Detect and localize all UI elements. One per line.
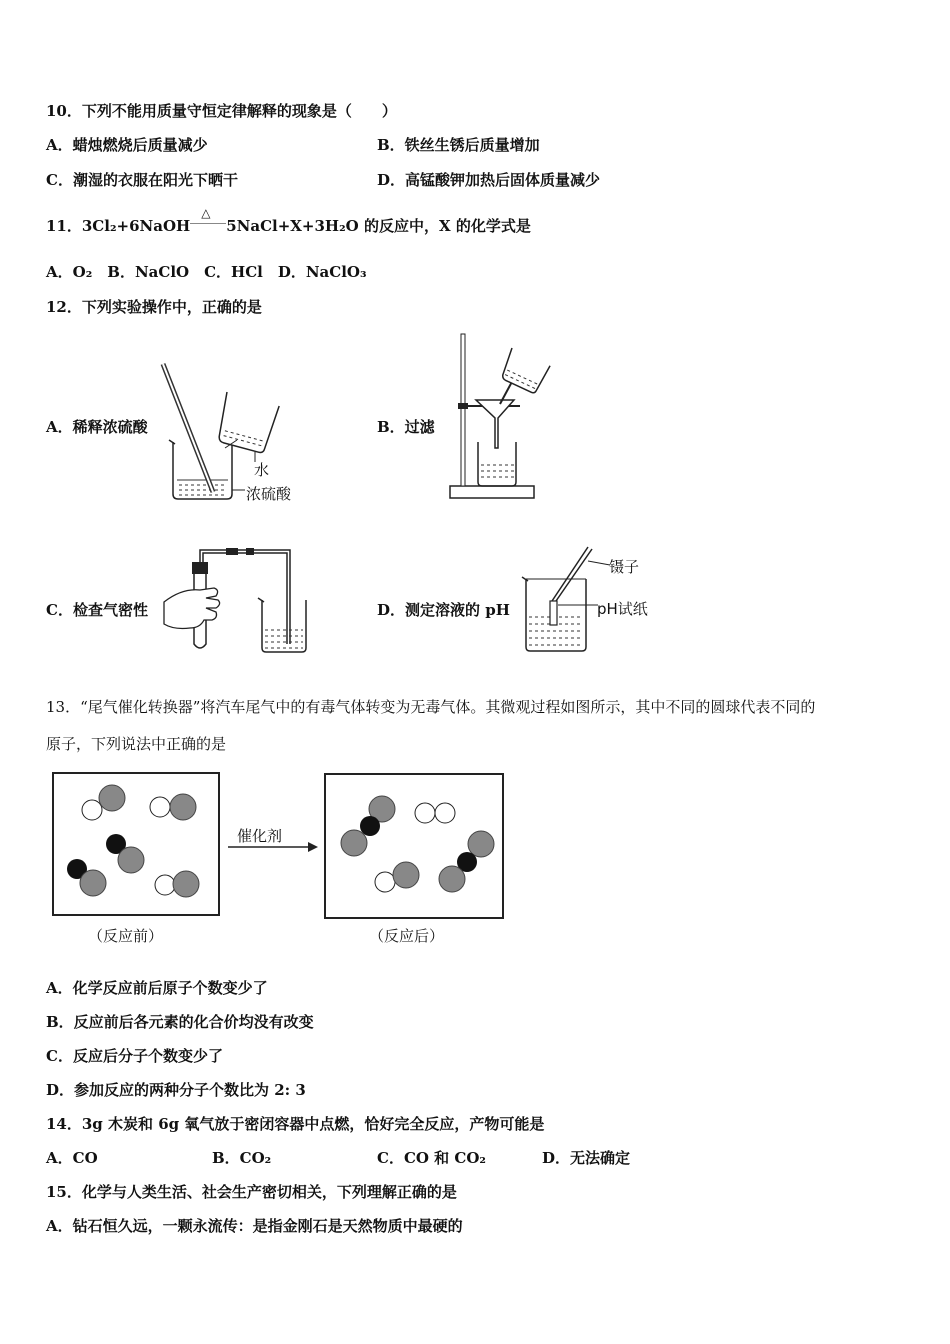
q11-lhs: 3Cl₂+6NaOH xyxy=(81,217,191,235)
filtration-figure xyxy=(448,330,568,502)
q12-option-b: B．过滤 xyxy=(377,418,435,436)
after-caption: （反应后） xyxy=(369,927,445,945)
airtightness-figure xyxy=(160,540,310,656)
dilution-figure xyxy=(155,362,315,502)
q13-option-a: A．化学反应前后原子个数变少了 xyxy=(46,979,268,997)
q10-option-a: A．蜡烛燃烧后质量减少 xyxy=(46,136,208,154)
q13-stem-line1: 13．“尾气催化转换器”将汽车尾气中的有毒气体转变为无毒气体。其微观过程如图所示，其中不同的圆球代表不同的 xyxy=(46,698,816,716)
q15-option-a: A．钻石恒久远，一颗永流传：是指金刚石是天然物质中最硬的 xyxy=(46,1217,463,1235)
q10-stem: 10．下列不能用质量守恒定律解释的现象是（ ） xyxy=(46,102,397,120)
before-caption: （反应前） xyxy=(88,927,164,945)
q13-option-d: D．参加反应的两种分子个数比为 2: 3 xyxy=(46,1081,306,1099)
q10-option-b: B．铁丝生锈后质量增加 xyxy=(377,136,540,154)
q13-option-c: C．反应后分子个数变少了 xyxy=(46,1047,223,1065)
q10-option-d: D．高锰酸钾加热后固体质量减少 xyxy=(377,171,601,189)
acid-label: 浓硫酸 xyxy=(246,485,292,503)
q15-stem: 15．化学与人类生活、社会生产密切相关，下列理解正确的是 xyxy=(46,1183,457,1201)
q11-tail: 的反应中，X 的化学式是 xyxy=(363,217,531,235)
q12-stem: 12．下列实验操作中，正确的是 xyxy=(46,298,262,316)
q11-rhs: 5NaCl+X+3H₂O xyxy=(226,217,359,235)
q13-stem-line2: 原子，下列说法中正确的是 xyxy=(46,735,227,753)
q11-number: 11． xyxy=(46,217,82,235)
tweezers-label: 镊子 xyxy=(609,558,640,576)
q10-option-c: C．潮湿的衣服在阳光下晒干 xyxy=(46,171,238,189)
q11-stem xyxy=(46,206,531,236)
equals-line xyxy=(190,223,226,224)
q14-option-d: D．无法确定 xyxy=(542,1149,631,1167)
q14-option-b: B．CO₂ xyxy=(212,1149,272,1167)
catalyst-label: 催化剂 xyxy=(237,827,283,845)
q13-option-b: B．反应前后各元素的化合价均没有改变 xyxy=(46,1013,314,1031)
ph-paper-label: pH试纸 xyxy=(597,600,648,618)
q12-option-d: D．测定溶液的 pH xyxy=(377,601,510,619)
q11-options: A．O₂ B．NaClO C．HCl D．NaClO₃ xyxy=(46,263,367,281)
after-reaction-box xyxy=(324,773,506,921)
q14-option-c: C．CO 和 CO₂ xyxy=(377,1149,486,1167)
water-label: 水 xyxy=(254,461,270,479)
heat-arrow xyxy=(190,206,226,235)
q14-option-a: A．CO xyxy=(46,1149,98,1167)
q14-stem: 14．3g 木炭和 6g 氧气放于密闭容器中点燃，恰好完全反应，产物可能是 xyxy=(46,1115,545,1133)
before-reaction-box xyxy=(52,772,222,918)
q12-option-c: C．检查气密性 xyxy=(46,601,148,619)
q12-option-a: A．稀释浓硫酸 xyxy=(46,418,148,436)
heating-symbol: △ xyxy=(201,206,211,220)
